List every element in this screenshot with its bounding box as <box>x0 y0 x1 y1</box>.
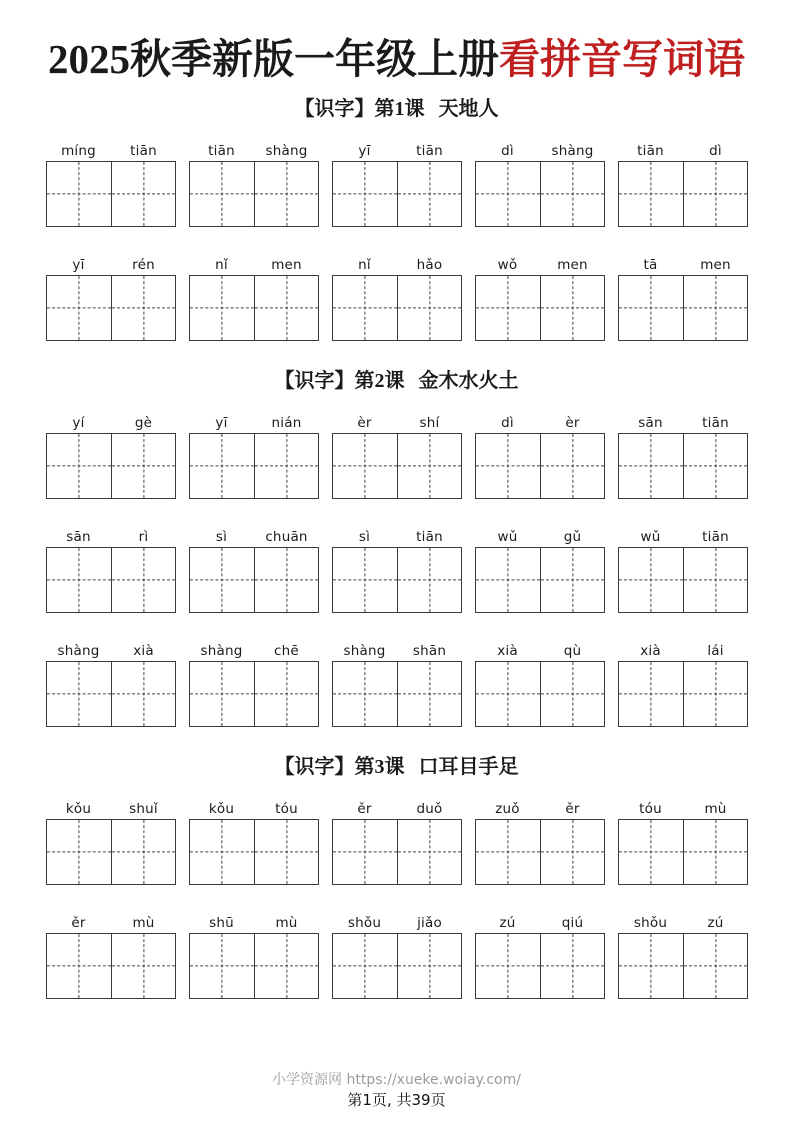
tianzige-box[interactable] <box>683 434 747 498</box>
section-heading-topic: 口耳目手足 <box>418 756 519 779</box>
word-cell <box>332 636 462 727</box>
pinyin-syllable: xià <box>133 642 154 659</box>
pinyin-pair <box>332 908 462 930</box>
word-cell <box>618 408 748 499</box>
pinyin-syllable: zú <box>707 914 724 931</box>
pinyin-syllable: tiān <box>702 528 729 545</box>
word-cell <box>475 136 605 227</box>
pinyin-pair <box>46 636 176 658</box>
tianzige-box[interactable] <box>47 662 111 726</box>
word-cell <box>189 794 319 885</box>
tianzige-box[interactable] <box>397 548 461 612</box>
pinyin-syllable: shàng <box>343 642 386 659</box>
word-cell <box>332 908 462 999</box>
tianzige-grid[interactable] <box>475 933 605 999</box>
pinyin-pair <box>475 136 605 158</box>
tianzige-box[interactable] <box>540 934 604 998</box>
pinyin-syllable: duǒ <box>416 800 443 817</box>
pinyin-syllable: sì <box>358 528 371 545</box>
word-cell <box>332 408 462 499</box>
tianzige-box[interactable] <box>190 548 254 612</box>
tianzige-box[interactable] <box>540 434 604 498</box>
pinyin-syllable: tiān <box>130 142 157 159</box>
word-cell <box>46 408 176 499</box>
tianzige-box[interactable] <box>683 162 747 226</box>
tianzige-box[interactable] <box>476 934 540 998</box>
page-title-black: 2025秋季新版一年级上册 <box>48 36 499 82</box>
pinyin-pair <box>475 908 605 930</box>
tianzige-box[interactable] <box>190 434 254 498</box>
pinyin-syllable: tā <box>643 256 658 273</box>
tianzige-grid[interactable] <box>618 661 748 727</box>
worksheet-row <box>0 136 793 227</box>
pinyin-syllable: shàng <box>265 142 308 159</box>
tianzige-box[interactable] <box>254 434 318 498</box>
pinyin-syllable: shǒu <box>347 914 382 931</box>
page-footer <box>0 1072 793 1110</box>
sections-container <box>0 99 793 999</box>
tianzige-box[interactable] <box>476 434 540 498</box>
pinyin-syllable: shàng <box>551 142 594 159</box>
page-number: 第1页, 共39页 <box>347 1090 446 1109</box>
pinyin-pair <box>475 408 605 430</box>
tianzige-box[interactable] <box>190 934 254 998</box>
worksheet-row <box>0 522 793 613</box>
section-heading <box>0 371 793 391</box>
pinyin-syllable: gè <box>134 414 153 431</box>
pinyin-syllable: gǔ <box>563 528 582 545</box>
tianzige-box[interactable] <box>254 548 318 612</box>
tianzige-grid[interactable] <box>189 819 319 885</box>
pinyin-pair <box>46 408 176 430</box>
section-heading <box>0 99 793 119</box>
section-heading-lesson: 【识字】第1课 <box>294 98 425 121</box>
pinyin-syllable: men <box>557 256 588 273</box>
tianzige-box[interactable] <box>333 662 397 726</box>
tianzige-box[interactable] <box>254 820 318 884</box>
word-cell <box>332 250 462 341</box>
tianzige-box[interactable] <box>47 434 111 498</box>
pinyin-syllable: nǐ <box>358 256 371 273</box>
pinyin-syllable: shū <box>209 914 234 931</box>
tianzige-grid[interactable] <box>618 161 748 227</box>
pinyin-pair <box>618 636 748 658</box>
pinyin-pair <box>189 136 319 158</box>
tianzige-box[interactable] <box>333 548 397 612</box>
tianzige-box[interactable] <box>397 662 461 726</box>
pinyin-syllable: shàng <box>200 642 243 659</box>
tianzige-grid[interactable] <box>475 275 605 341</box>
tianzige-box[interactable] <box>254 276 318 340</box>
pinyin-syllable: rì <box>138 528 149 545</box>
pinyin-syllable: wǔ <box>497 528 518 545</box>
pinyin-syllable: mù <box>275 914 298 931</box>
tianzige-grid[interactable] <box>46 933 176 999</box>
pinyin-syllable: kǒu <box>208 800 235 817</box>
tianzige-grid[interactable] <box>332 661 462 727</box>
pinyin-pair <box>618 908 748 930</box>
word-cell <box>475 636 605 727</box>
word-cell <box>46 908 176 999</box>
pinyin-pair <box>189 908 319 930</box>
pinyin-pair <box>189 408 319 430</box>
tianzige-box[interactable] <box>111 162 175 226</box>
pinyin-pair <box>189 636 319 658</box>
tianzige-box[interactable] <box>111 434 175 498</box>
tianzige-grid[interactable] <box>189 433 319 499</box>
tianzige-grid[interactable] <box>189 933 319 999</box>
pinyin-syllable: sān <box>638 414 663 431</box>
tianzige-box[interactable] <box>111 662 175 726</box>
tianzige-box[interactable] <box>619 934 683 998</box>
word-cell <box>618 250 748 341</box>
tianzige-grid[interactable] <box>189 161 319 227</box>
word-cell <box>46 636 176 727</box>
pinyin-pair <box>332 136 462 158</box>
pinyin-syllable: yī <box>358 142 371 159</box>
worksheet-row <box>0 794 793 885</box>
pinyin-syllable: zuǒ <box>495 800 520 817</box>
pinyin-syllable: tiān <box>416 142 443 159</box>
watermark-text: 小学资源网 https://xueke.woiay.com/ <box>272 1072 521 1088</box>
tianzige-grid[interactable] <box>46 433 176 499</box>
pinyin-syllable: ěr <box>357 800 372 817</box>
tianzige-grid[interactable] <box>618 819 748 885</box>
tianzige-box[interactable] <box>333 820 397 884</box>
worksheet-row <box>0 250 793 341</box>
pinyin-syllable: nǐ <box>215 256 228 273</box>
tianzige-box[interactable] <box>333 434 397 498</box>
pinyin-pair <box>189 522 319 544</box>
word-cell <box>189 636 319 727</box>
pinyin-syllable: rén <box>132 256 155 273</box>
section-heading <box>0 757 793 777</box>
tianzige-box[interactable] <box>540 820 604 884</box>
pinyin-syllable: dì <box>501 142 514 159</box>
tianzige-grid[interactable] <box>475 433 605 499</box>
tianzige-box[interactable] <box>111 934 175 998</box>
pinyin-syllable: xià <box>497 642 518 659</box>
pinyin-syllable: èr <box>565 414 580 431</box>
pinyin-syllable: tiān <box>702 414 729 431</box>
pinyin-syllable: yī <box>72 256 85 273</box>
tianzige-box[interactable] <box>619 162 683 226</box>
tianzige-grid[interactable] <box>332 819 462 885</box>
word-cell <box>475 408 605 499</box>
word-cell <box>475 794 605 885</box>
pinyin-syllable: men <box>271 256 302 273</box>
tianzige-box[interactable] <box>397 934 461 998</box>
tianzige-box[interactable] <box>47 548 111 612</box>
pinyin-syllable: jiǎo <box>417 914 442 931</box>
pinyin-syllable: zú <box>499 914 516 931</box>
tianzige-grid[interactable] <box>189 661 319 727</box>
tianzige-grid[interactable] <box>46 661 176 727</box>
pinyin-pair <box>46 136 176 158</box>
word-cell <box>189 908 319 999</box>
pinyin-pair <box>46 250 176 272</box>
word-cell <box>618 522 748 613</box>
pinyin-pair <box>46 794 176 816</box>
tianzige-grid[interactable] <box>46 275 176 341</box>
page-title-red: 看拼音写词语 <box>499 36 745 82</box>
worksheet-row <box>0 908 793 999</box>
tianzige-box[interactable] <box>476 548 540 612</box>
tianzige-grid[interactable] <box>475 161 605 227</box>
tianzige-box[interactable] <box>540 662 604 726</box>
pinyin-pair <box>189 250 319 272</box>
worksheet-row <box>0 408 793 499</box>
pinyin-syllable: shí <box>419 414 440 431</box>
pinyin-syllable: nián <box>271 414 302 431</box>
pinyin-syllable: tóu <box>639 800 662 817</box>
tianzige-box[interactable] <box>540 162 604 226</box>
tianzige-box[interactable] <box>476 820 540 884</box>
tianzige-box[interactable] <box>683 276 747 340</box>
tianzige-box[interactable] <box>47 934 111 998</box>
pinyin-syllable: shàng <box>57 642 100 659</box>
tianzige-box[interactable] <box>111 548 175 612</box>
pinyin-pair <box>618 136 748 158</box>
pinyin-pair <box>189 794 319 816</box>
pinyin-syllable: qiú <box>561 914 584 931</box>
word-cell <box>618 908 748 999</box>
tianzige-grid[interactable] <box>475 547 605 613</box>
tianzige-box[interactable] <box>111 820 175 884</box>
pinyin-pair <box>618 522 748 544</box>
tianzige-box[interactable] <box>683 934 747 998</box>
word-cell <box>189 408 319 499</box>
tianzige-box[interactable] <box>47 276 111 340</box>
tianzige-grid[interactable] <box>189 275 319 341</box>
tianzige-grid[interactable] <box>332 161 462 227</box>
word-cell <box>46 250 176 341</box>
pinyin-syllable: dì <box>709 142 722 159</box>
pinyin-syllable: tiān <box>416 528 443 545</box>
pinyin-syllable: ěr <box>71 914 86 931</box>
pinyin-pair <box>332 250 462 272</box>
pinyin-syllable: men <box>700 256 731 273</box>
word-cell <box>332 522 462 613</box>
tianzige-box[interactable] <box>683 820 747 884</box>
tianzige-grid[interactable] <box>475 661 605 727</box>
pinyin-syllable: míng <box>61 142 96 159</box>
word-cell <box>46 794 176 885</box>
word-cell <box>618 794 748 885</box>
pinyin-syllable: tóu <box>275 800 298 817</box>
tianzige-box[interactable] <box>397 276 461 340</box>
tianzige-grid[interactable] <box>475 819 605 885</box>
tianzige-box[interactable] <box>540 276 604 340</box>
tianzige-grid[interactable] <box>618 547 748 613</box>
word-cell <box>189 136 319 227</box>
tianzige-box[interactable] <box>540 548 604 612</box>
tianzige-box[interactable] <box>397 162 461 226</box>
section-heading-topic: 天地人 <box>438 98 499 121</box>
tianzige-grid[interactable] <box>332 933 462 999</box>
pinyin-syllable: shǒu <box>633 914 668 931</box>
tianzige-grid[interactable] <box>332 275 462 341</box>
pinyin-pair <box>46 908 176 930</box>
section-heading-topic: 金木水火土 <box>418 370 519 393</box>
word-cell <box>332 136 462 227</box>
tianzige-box[interactable] <box>619 548 683 612</box>
tianzige-box[interactable] <box>619 434 683 498</box>
page-title <box>0 0 793 81</box>
pinyin-syllable: xià <box>640 642 661 659</box>
tianzige-grid[interactable] <box>46 819 176 885</box>
pinyin-syllable: chuān <box>265 528 308 545</box>
section-heading-lesson: 【识字】第3课 <box>274 756 405 779</box>
word-cell <box>618 636 748 727</box>
word-cell <box>475 250 605 341</box>
worksheet-row <box>0 636 793 727</box>
pinyin-pair <box>618 250 748 272</box>
tianzige-grid[interactable] <box>618 933 748 999</box>
tianzige-grid[interactable] <box>618 275 748 341</box>
tianzige-box[interactable] <box>190 662 254 726</box>
tianzige-grid[interactable] <box>332 433 462 499</box>
tianzige-grid[interactable] <box>189 547 319 613</box>
tianzige-box[interactable] <box>683 662 747 726</box>
word-cell <box>618 136 748 227</box>
pinyin-syllable: hǎo <box>416 256 443 273</box>
tianzige-box[interactable] <box>190 162 254 226</box>
pinyin-pair <box>332 794 462 816</box>
tianzige-box[interactable] <box>333 276 397 340</box>
tianzige-box[interactable] <box>190 276 254 340</box>
pinyin-syllable: lái <box>707 642 724 659</box>
pinyin-pair <box>332 636 462 658</box>
pinyin-syllable: qù <box>563 642 582 659</box>
tianzige-box[interactable] <box>619 276 683 340</box>
tianzige-box[interactable] <box>333 934 397 998</box>
pinyin-syllable: èr <box>357 414 372 431</box>
tianzige-grid[interactable] <box>618 433 748 499</box>
tianzige-box[interactable] <box>47 820 111 884</box>
tianzige-box[interactable] <box>111 276 175 340</box>
pinyin-syllable: tiān <box>637 142 664 159</box>
tianzige-box[interactable] <box>476 662 540 726</box>
tianzige-box[interactable] <box>619 820 683 884</box>
pinyin-syllable: shān <box>412 642 447 659</box>
tianzige-box[interactable] <box>333 162 397 226</box>
pinyin-syllable: kǒu <box>65 800 92 817</box>
word-cell <box>475 522 605 613</box>
tianzige-box[interactable] <box>254 162 318 226</box>
section-heading-lesson: 【识字】第2课 <box>274 370 405 393</box>
pinyin-pair <box>475 636 605 658</box>
word-cell <box>332 794 462 885</box>
pinyin-syllable: tiān <box>208 142 235 159</box>
tianzige-grid[interactable] <box>46 547 176 613</box>
pinyin-pair <box>46 522 176 544</box>
tianzige-box[interactable] <box>47 162 111 226</box>
word-cell <box>189 250 319 341</box>
pinyin-syllable: mù <box>704 800 727 817</box>
word-cell <box>46 522 176 613</box>
pinyin-syllable: chē <box>274 642 299 659</box>
word-cell <box>189 522 319 613</box>
word-cell <box>475 908 605 999</box>
tianzige-box[interactable] <box>190 820 254 884</box>
pinyin-pair <box>618 794 748 816</box>
pinyin-syllable: ěr <box>565 800 580 817</box>
pinyin-syllable: sān <box>66 528 91 545</box>
pinyin-syllable: sì <box>215 528 228 545</box>
pinyin-pair <box>332 522 462 544</box>
tianzige-box[interactable] <box>254 662 318 726</box>
pinyin-syllable: dì <box>501 414 514 431</box>
pinyin-syllable: yí <box>72 414 85 431</box>
tianzige-box[interactable] <box>397 820 461 884</box>
tianzige-box[interactable] <box>619 662 683 726</box>
word-cell <box>46 136 176 227</box>
pinyin-syllable: wǒ <box>497 256 518 273</box>
pinyin-syllable: wǔ <box>640 528 661 545</box>
pinyin-pair <box>475 250 605 272</box>
pinyin-syllable: yī <box>215 414 228 431</box>
pinyin-pair <box>475 794 605 816</box>
tianzige-box[interactable] <box>397 434 461 498</box>
pinyin-pair <box>332 408 462 430</box>
tianzige-grid[interactable] <box>46 161 176 227</box>
tianzige-box[interactable] <box>476 276 540 340</box>
tianzige-box[interactable] <box>683 548 747 612</box>
pinyin-pair <box>618 408 748 430</box>
pinyin-syllable: mù <box>132 914 155 931</box>
tianzige-box[interactable] <box>254 934 318 998</box>
pinyin-pair <box>475 522 605 544</box>
tianzige-box[interactable] <box>476 162 540 226</box>
pinyin-syllable: shuǐ <box>129 800 158 817</box>
tianzige-grid[interactable] <box>332 547 462 613</box>
